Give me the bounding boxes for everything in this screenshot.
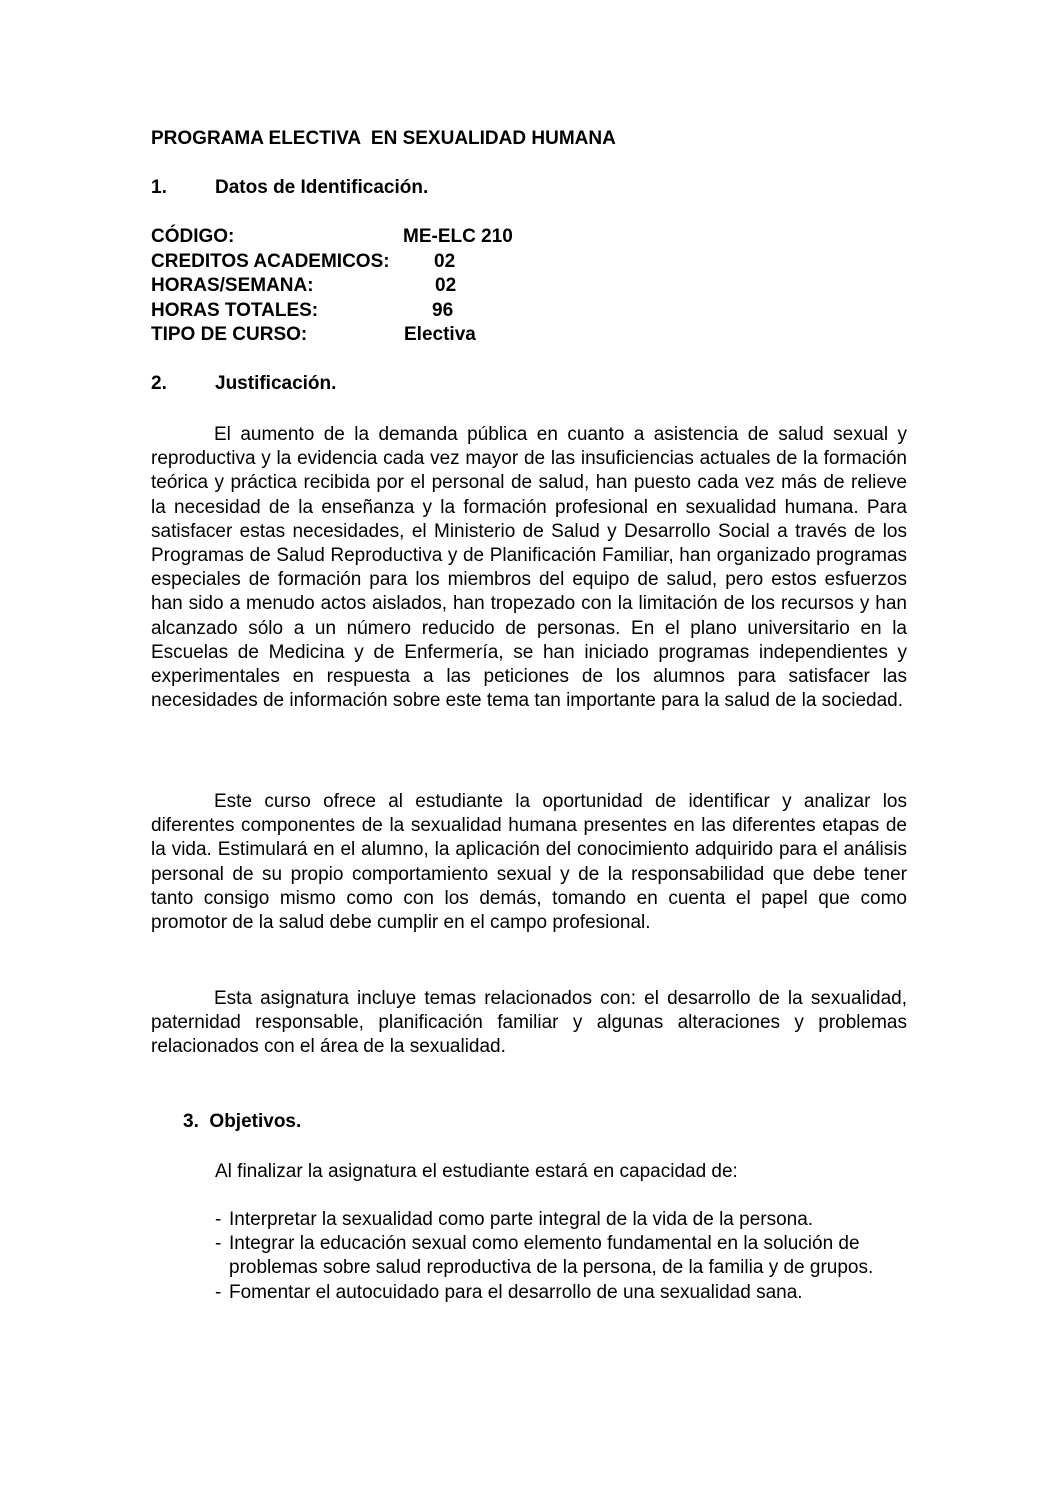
objectives-list: [215, 1208, 915, 1305]
justification-paragraph-1: El aumento de la demanda pública en cuanto a asistencia de salud sexual y reproductiva y la evidencia cada vez mayor de las insuficiencias actuales de la formación teórica y práctica recibida por el personal de salud, han puesto cada vez más de relieve la necesidad de la enseñanza y la formación profesional en sexualidad humana. Para satisfacer estas necesidades, el Ministerio de Salud y Desarrollo Social a través de los Programas de Salud Reproductiva y de Planificación Familiar, han organizado programas especiales de formación para los miembros del equipo de salud, pero estos esfuerzos han sido a menudo actos aislados, han tropezado con la limitación de los recursos y han alcanzado sólo a un número reducido de personas. En el plano universitario en la Escuelas de Medicina y de Enfermería, se han iniciado programas independientes y experimentales en respuesta a las peticiones de los alumnos para satisfacer las necesidades de información sobre este tema tan importante para la salud de la sociedad.: [151, 424, 907, 712]
id-row-horas-semana: [151, 274, 457, 299]
id-value: 96: [432, 299, 454, 321]
id-label: TIPO DE CURSO:: [151, 324, 308, 345]
section-3-title: Objetivos.: [209, 1111, 302, 1132]
section-1-title: Datos de Identificación.: [215, 177, 429, 198]
objective-text: Fomentar el autocuidado para el desarrollo de una sexualidad sana.: [229, 1281, 803, 1303]
objectives-intro: Al finalizar la asignatura el estudiante estará en capacidad de:: [215, 1161, 738, 1182]
id-row-creditos: [151, 250, 456, 275]
id-value: 02: [434, 250, 456, 272]
id-value: Electiva: [404, 324, 476, 345]
id-label: CREDITOS ACADEMICOS:: [151, 250, 390, 272]
justification-paragraph-2: Este curso ofrece al estudiante la oportunidad de identificar y analizar los diferentes componentes de la sexualidad humana presentes en las diferentes etapas de la vida. Estimulará en el alumno, la aplicación del conocimiento adquirido para el análisis personal de su propio comportamiento sexual y de la responsabilidad que debe tener tanto consigo mismo como con los demás, tomando en cuenta el papel que como promotor de la salud debe cumplir en el campo profesional.: [151, 791, 907, 934]
list-item: - Fomentar el autocuidado para el desarrollo de una sexualidad sana.: [215, 1281, 803, 1303]
id-row-tipo-curso: [151, 323, 476, 348]
section-2-title: Justificación.: [215, 373, 337, 394]
section-3-heading: [183, 1111, 301, 1133]
section-3-number: 3.: [183, 1111, 199, 1132]
section-1-heading: [151, 177, 428, 199]
document-title: PROGRAMA ELECTIVA EN SEXUALIDAD HUMANA: [151, 128, 616, 149]
id-value: 02: [435, 275, 457, 296]
objective-text: Integrar la educación sexual como elemento fundamental en la solución de problemas sobre salud reproductiva de la persona, de la familia y de grupos.: [229, 1233, 874, 1279]
section-1-number: 1.: [151, 177, 167, 198]
section-2-number: 2.: [151, 373, 167, 394]
list-item: - Integrar la educación sexual como elemento fundamental en la solución de problemas sobre salud reproductiva de la persona, de la familia y de grupos.: [215, 1233, 874, 1279]
list-item: - Interpretar la sexualidad como parte integral de la vida de la persona.: [215, 1209, 814, 1230]
id-value: ME-ELC 210: [403, 226, 513, 247]
id-row-horas-totales: [151, 299, 454, 324]
section-2-heading: [151, 373, 336, 395]
id-row-codigo: [151, 225, 513, 250]
id-label: CÓDIGO:: [151, 226, 235, 247]
id-label: HORAS TOTALES:: [151, 299, 319, 321]
objective-text: Interpretar la sexualidad como parte integral de la vida de la persona.: [229, 1209, 814, 1230]
id-label: HORAS/SEMANA:: [151, 275, 314, 296]
identification-table: [151, 225, 513, 348]
justification-paragraph-3: Esta asignatura incluye temas relacionados con: el desarrollo de la sexualidad, paternidad responsable, planificación familiar y algunas alteraciones y problemas relacionados con el área de la sexualidad.: [151, 988, 907, 1058]
